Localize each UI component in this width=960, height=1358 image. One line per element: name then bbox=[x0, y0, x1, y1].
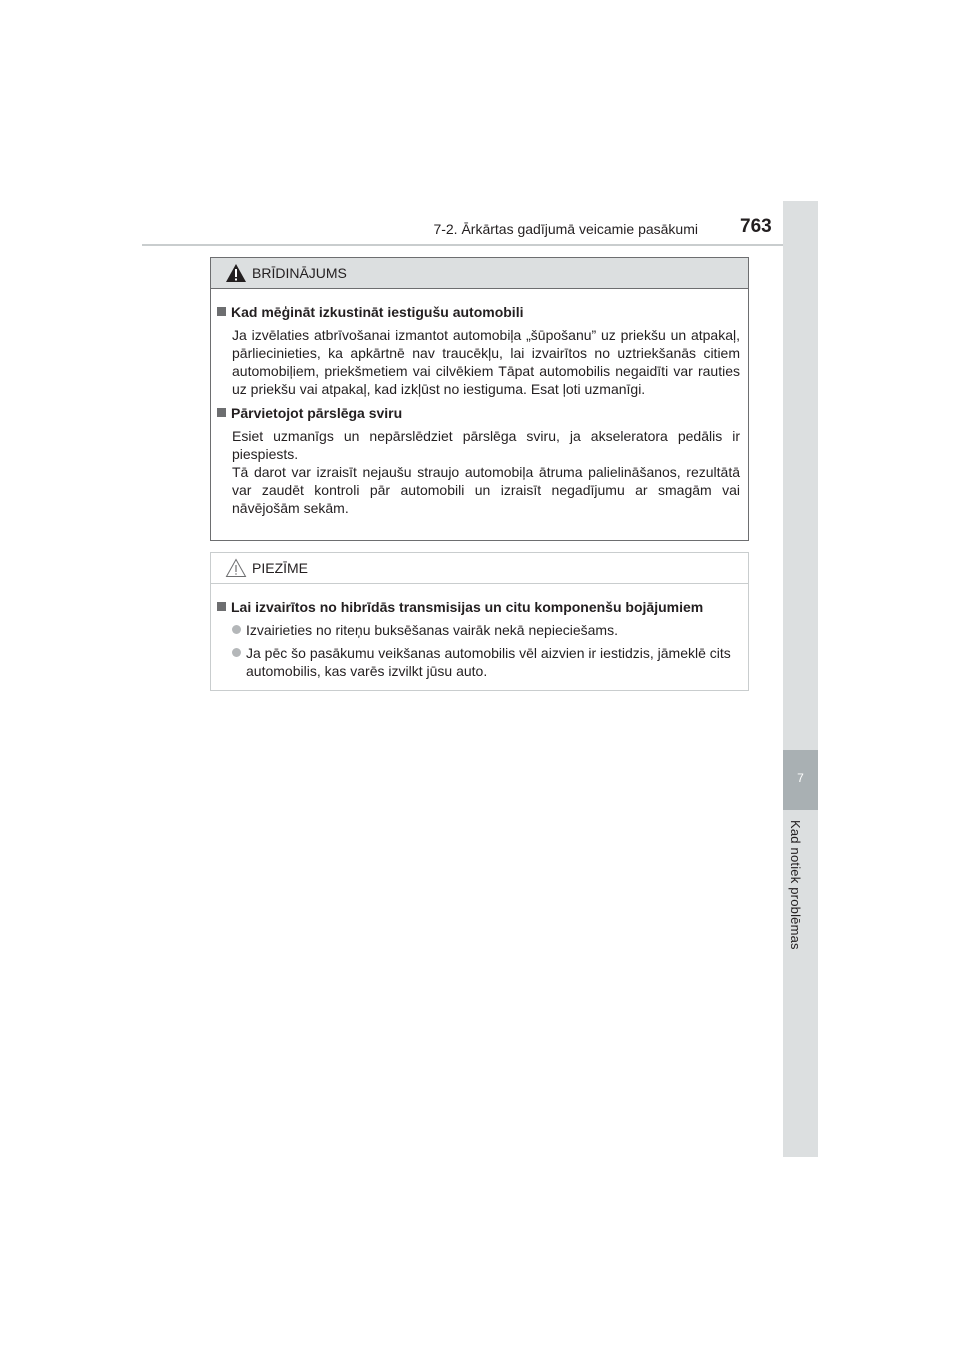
notice-bullet-2: Ja pēc šo pasākumu veikšanas automobilis vēl aizvien ir iestidzis, jāmeklē cits automobilis, kas varēs izvilkt jūsu auto. bbox=[232, 644, 740, 680]
round-bullet-icon bbox=[232, 648, 241, 657]
side-tab bbox=[783, 201, 818, 1157]
chapter-number: 7 bbox=[797, 771, 804, 785]
warning-body bbox=[211, 289, 748, 517]
notice-triangle-icon bbox=[225, 558, 247, 578]
notice-label: PIEZĪME bbox=[252, 560, 309, 576]
warning-heading-2: Pārvietojot pārslēga sviru bbox=[217, 404, 740, 422]
square-bullet-icon bbox=[217, 602, 226, 611]
header-rule bbox=[142, 244, 818, 246]
page-number: 763 bbox=[740, 216, 772, 237]
warning-header bbox=[211, 258, 748, 289]
chapter-title: Kad notiek problēmas bbox=[788, 820, 803, 950]
notice-body bbox=[211, 584, 748, 680]
notice-box bbox=[210, 552, 749, 691]
notice-bullet-1: Izvairieties no riteņu buksēšanas vairāk nekā nepieciešams. bbox=[232, 621, 740, 639]
section-title: 7-2. Ārkārtas gadījumā veicamie pasākumi bbox=[433, 221, 698, 237]
warning-box bbox=[210, 257, 749, 541]
warning-paragraph-2: Esiet uzmanīgs un nepārslēdziet pārslēga sviru, ja akseleratora pedālis ir piespiests. Tā darot var izraisīt nejaušu straujo automobiļa ātruma palielināšanos, rezultātā var zaudēt kontroli pār automobili un izraisīt negadījumu ar smagām vai nāvējošām sekām. bbox=[232, 428, 740, 516]
warning-paragraph-1: Ja izvēlaties atbrīvošanai izmantot automobiļa „šūpošanu” uz priekšu un atpakaļ, pārliecinieties, ka apkārtnē nav traucēkļu, lai izvairītos no uztriekšanās citiem automobiļiem, priekšmetiem vai cilvēkiem Tāpat automobilis negaidīti var rauties uz priekšu vai atpakaļ, kad izkļūst no iestiguma. Esat ļoti uzmanīgi. bbox=[232, 327, 740, 397]
round-bullet-icon bbox=[232, 625, 241, 634]
square-bullet-icon bbox=[217, 408, 226, 417]
warning-triangle-icon bbox=[225, 263, 247, 283]
square-bullet-icon bbox=[217, 307, 226, 316]
notice-header bbox=[211, 553, 748, 584]
notice-heading: Lai izvairītos no hibrīdās transmisijas un citu komponenšu bojājumiem bbox=[217, 598, 740, 616]
warning-heading-1: Kad mēģināt izkustināt iestigušu automobili bbox=[217, 303, 740, 321]
warning-label: BRĪDINĀJUMS bbox=[252, 265, 347, 281]
